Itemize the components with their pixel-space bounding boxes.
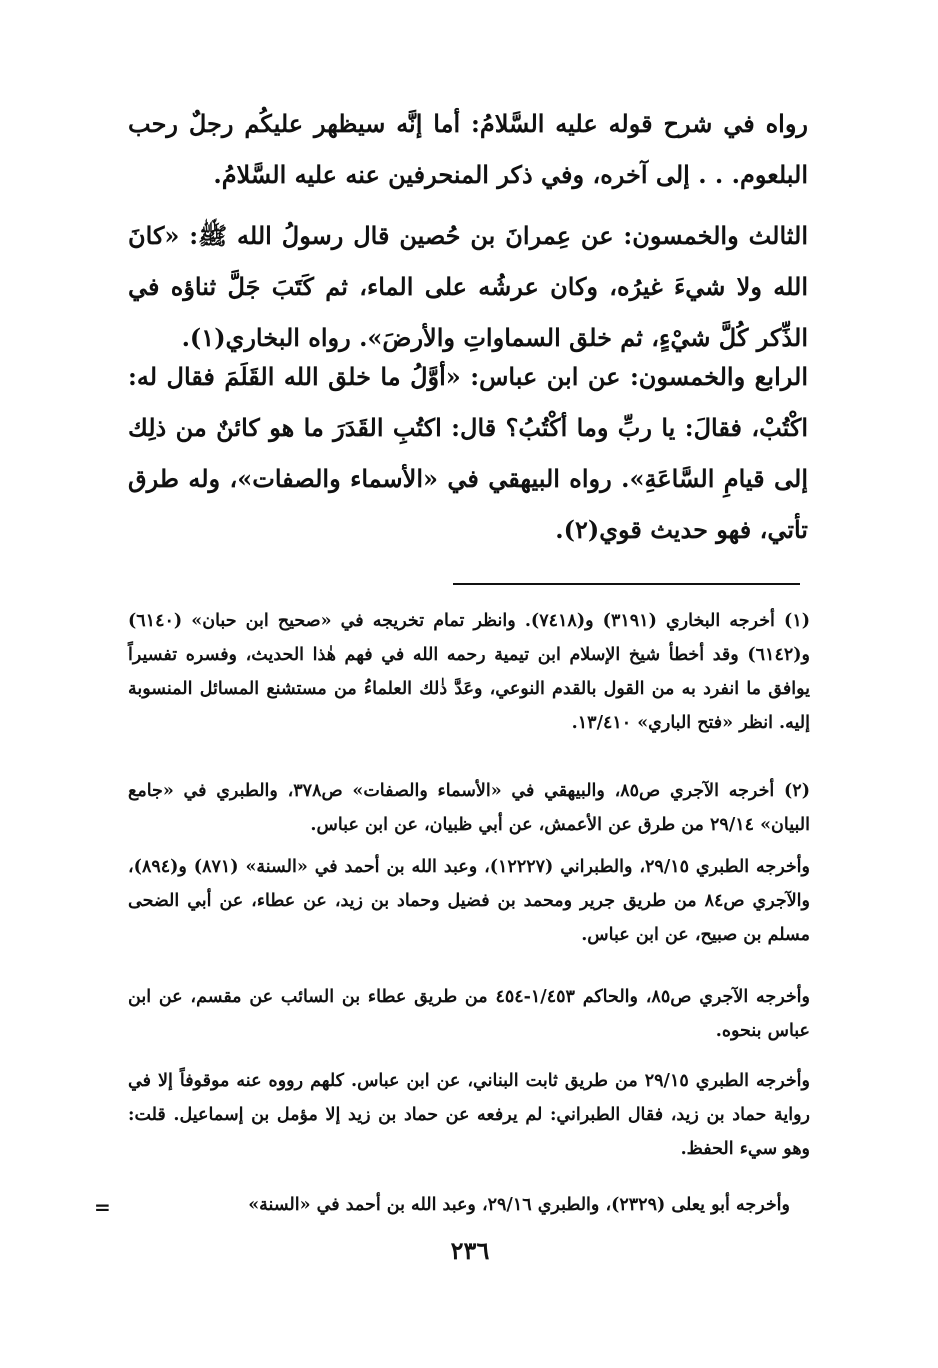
footnote-2: (٢) أخرجه الآجري ص٨٥، والبيهقي في «الأسماء والصفات» ص٣٧٨، والطبري في «جامع البيان» ٢٩/١٤ من طرق عن الأعمش، عن أبي ظبيان، عن ابن عباس. bbox=[128, 781, 810, 835]
footnote-2-continuation-b: وأخرجه الآجري ص٨٥، والحاكم ١/٤٥٣-٤٥٤ من طريق عطاء بن السائب عن مقسم، عن ابن عباس بنحوه. bbox=[128, 987, 810, 1041]
footnote-2-continuation-a: وأخرجه الطبري ٢٩/١٥، والطبراني (١٢٢٢٧)، وعبد الله بن أحمد في «السنة» (٨٧١) و(٨٩٤)، والآجري ص٨٤ من طريق جرير ومحمد بن فضيل وحماد بن زيد، عن عطاء، عن أبي الضحى مسلم بن صبيح، عن ابن عباس. bbox=[128, 857, 810, 945]
footnote-2-continuation-c: وأخرجه الطبري ٢٩/١٥ من طريق ثابت البناني، عن ابن عباس. كلهم رووه عنه موقوفاً إلا في رواية حماد بن زيد، فقال الطبراني: لم يرفعه عن حماد بن زيد إلا مؤمل بن إسماعيل. قلت: وهو سيء الحفظ. bbox=[128, 1071, 810, 1159]
footnote-separator bbox=[453, 583, 800, 585]
main-paragraph-2: الثالث والخمسون: عن عِمرانَ بن حُصين قال رسولُ الله ﷺ: «كانَ الله ولا شيءَ غيرُه، وكان عرشُه على الماء، ثم كَتَبَ جَلَّ ثناؤه في الذِّكر كُلَّ شيْءٍ، ثم خلق السماواتِ والأرضَ». رواه البخاري(١). bbox=[128, 221, 808, 352]
continuation-mark: = bbox=[94, 1195, 111, 1219]
main-paragraph-1: رواه في شرح قوله عليه السَّلامُ: أما إنَّه سيظهر عليكُم رجلٌ رحب البلعوم. . . إلى آخره، وفي ذكر المنحرفين عنه عليه السَّلامُ. bbox=[128, 109, 808, 189]
page-number: ٢٣٦ bbox=[450, 1236, 490, 1265]
footnote-2-continuation-d: وأخرجه أبو يعلى (٢٣٢٩)، والطبري ٢٩/١٦، وعبد الله بن أحمد في «السنة» bbox=[248, 1195, 790, 1215]
main-paragraph-3: الرابع والخمسون: عن ابن عباس: «أوَّلُ ما خلق الله القَلَمَ فقال له: اكْتُبْ، فقالَ: يا ربِّ وما أكْتُبُ؟ قال: اكتُبِ القَدَرَ ما هو كائنٌ من ذلِك إلى قيامِ السَّاعَةِ». رواه البيهقي في «الأسماء والصفات»، وله طرق تأتي، فهو حديث قوي(٢). bbox=[128, 362, 808, 544]
footnote-1: (١) أخرجه البخاري (٣١٩١) و(٧٤١٨). وانظر تمام تخريجه في «صحيح ابن حبان» (٦١٤٠) و(٦١٤٢) وقد أخطأ شيخ الإسلام ابن تيمية رحمه الله في فهم هٰذا الحديث، وفسره تفسيراً يوافق ما انفرد به من القول بالقدم النوعي، وعَدَّ ذٰلك العلماءُ من مستشنع المسائل المنسوبة إليه. انظر «فتح الباري» ١٣/٤١٠. bbox=[128, 611, 810, 733]
